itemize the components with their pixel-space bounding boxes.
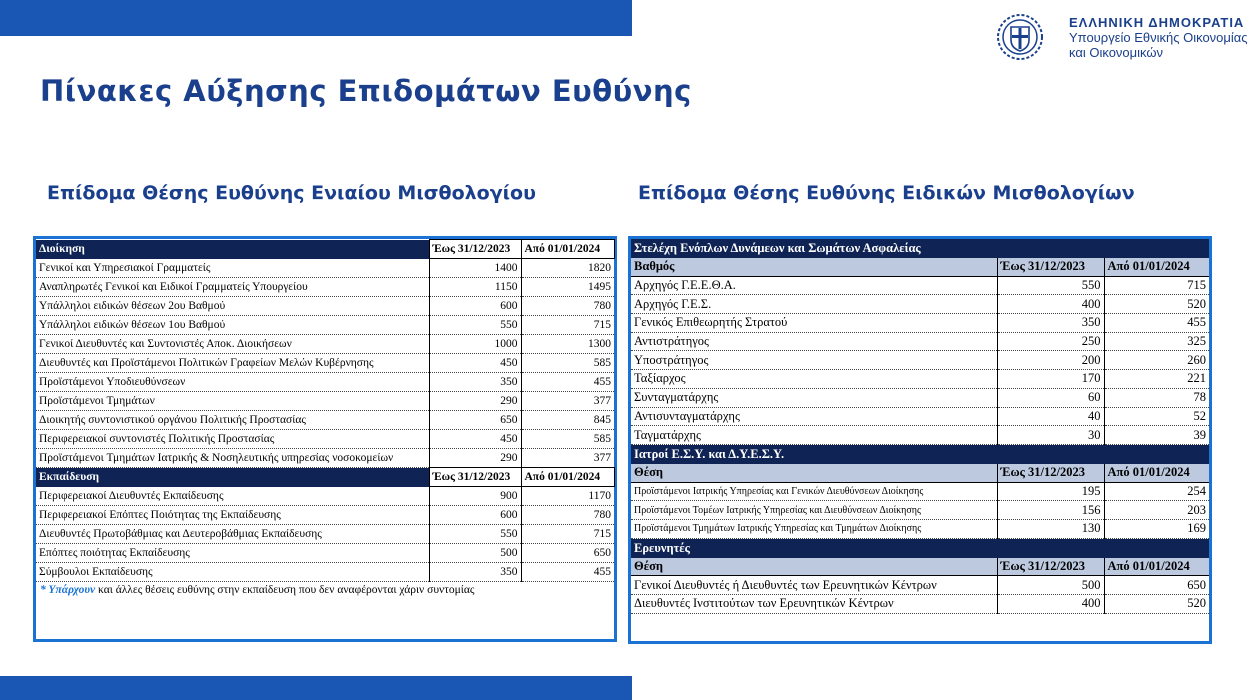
table-row	[631, 388, 1209, 407]
row-label: Αρχηγός Γ.Ε.Ε.Θ.Α.	[631, 276, 997, 295]
row-label: Γενικοί Διευθυντές ή Διευθυντές των Ερευνητικών Κέντρων	[631, 576, 997, 595]
hellenic-emblem-icon	[996, 13, 1044, 61]
table-row	[631, 276, 1209, 295]
row-label: Επόπτες ποιότητας Εκπαίδευσης	[36, 544, 429, 563]
row-value-until: 40	[997, 407, 1104, 426]
row-value-from: 520	[1104, 595, 1209, 614]
footnote-highlight: * Υπάρχουν	[40, 584, 96, 596]
section-name: Στελέχη Ενόπλων Δυνάμεων και Σωμάτων Ασφαλείας	[631, 239, 1209, 258]
row-value-until: 250	[997, 332, 1104, 351]
section-header-row	[631, 538, 1209, 558]
row-label: Προϊστάμενοι Τομέων Ιατρικής Υπηρεσίας και Διευθύνσεων Διοίκησης	[631, 501, 997, 520]
row-value-from: 455	[521, 373, 614, 392]
right-subtitle: Επίδομα Θέσης Ευθύνης Ειδικών Μισθολογίων	[638, 182, 1135, 204]
row-value-until: 1400	[429, 259, 521, 278]
row-value-until: 1000	[429, 335, 521, 354]
row-label: Αρχηγός Γ.Ε.Σ.	[631, 295, 997, 314]
table-row	[631, 576, 1209, 595]
table-row	[36, 335, 614, 354]
section-header-row	[36, 468, 614, 487]
row-value-from: 715	[1104, 276, 1209, 295]
column-header-row	[631, 558, 1209, 576]
row-value-from: 1300	[521, 335, 614, 354]
footnote-text: και άλλες θέσεις ευθύνης στην εκπαίδευση που δεν αναφέρονται χάριν συντομίας	[95, 584, 475, 596]
table-row	[631, 332, 1209, 351]
table-row	[631, 519, 1209, 538]
row-value-from: 169	[1104, 519, 1209, 538]
row-value-until: 400	[997, 595, 1104, 614]
section-name: Ιατροί Ε.Σ.Υ. και Δ.Υ.Ε.Σ.Υ.	[631, 444, 1209, 464]
footnote	[36, 582, 614, 598]
row-label: Υπάλληλοι ειδικών θέσεων 1ου Βαθμού	[36, 316, 429, 335]
section-header-row	[631, 444, 1209, 464]
row-value-from: 845	[521, 411, 614, 430]
table-row	[36, 411, 614, 430]
column-header-from: Από 01/01/2024	[1104, 558, 1209, 576]
row-value-from: 78	[1104, 388, 1209, 407]
row-label: Σύμβουλοι Εκπαίδευσης	[36, 563, 429, 582]
row-label: Περιφερειακοί συντονιστές Πολιτικής Προστασίας	[36, 430, 429, 449]
row-label: Διοικητής συντονιστικού οργάνου Πολιτικής Προστασίας	[36, 411, 429, 430]
column-header-label: Θέση	[631, 464, 997, 482]
table-row	[631, 407, 1209, 426]
row-value-until: 450	[429, 430, 521, 449]
table-row	[36, 430, 614, 449]
row-value-until: 195	[997, 482, 1104, 501]
row-value-until: 30	[997, 426, 1104, 445]
row-label: Συνταγματάρχης	[631, 388, 997, 407]
row-label: Προϊστάμενοι Ιατρικής Υπηρεσίας και Γενικών Διευθύνσεων Διοίκησης	[631, 482, 997, 501]
table-row	[36, 297, 614, 316]
row-value-from: 254	[1104, 482, 1209, 501]
row-value-from: 325	[1104, 332, 1209, 351]
row-label: Περιφερειακοί Διευθυντές Εκπαίδευσης	[36, 487, 429, 506]
row-label: Υπάλληλοι ειδικών θέσεων 2ου Βαθμού	[36, 297, 429, 316]
row-value-until: 550	[429, 525, 521, 544]
row-value-until: 290	[429, 392, 521, 411]
row-value-from: 203	[1104, 501, 1209, 520]
top-accent-bar	[0, 0, 632, 36]
row-value-until: 450	[429, 354, 521, 373]
unified-payroll-table	[36, 239, 615, 582]
row-value-from: 260	[1104, 351, 1209, 370]
row-label: Διευθυντές και Προϊστάμενοι Πολιτικών Γραφείων Μελών Κυβέρνησης	[36, 354, 429, 373]
ministry-line-2: Υπουργείο Εθνικής Οικονομίας	[1069, 30, 1248, 45]
row-value-from: 52	[1104, 407, 1209, 426]
row-value-until: 350	[997, 314, 1104, 333]
row-label: Ταξίαρχος	[631, 370, 997, 389]
row-value-from: 1820	[521, 259, 614, 278]
row-value-from: 585	[521, 354, 614, 373]
table-row	[631, 426, 1209, 445]
table-row	[631, 351, 1209, 370]
column-header-row	[631, 258, 1209, 276]
row-value-until: 130	[997, 519, 1104, 538]
table-row	[36, 373, 614, 392]
row-value-until: 600	[429, 297, 521, 316]
left-table-panel	[33, 236, 617, 642]
table-row	[631, 295, 1209, 314]
row-value-until: 550	[997, 276, 1104, 295]
row-value-from: 585	[521, 430, 614, 449]
column-header-row	[631, 464, 1209, 482]
row-value-until: 900	[429, 487, 521, 506]
row-label: Γενικοί Διευθυντές και Συντονιστές Αποκ. Διοικήσεων	[36, 335, 429, 354]
ministry-line-3: και Οικονομικών	[1069, 45, 1164, 60]
table-row	[36, 563, 614, 582]
row-value-until: 500	[429, 544, 521, 563]
special-payroll-table	[631, 239, 1209, 614]
table-row	[36, 506, 614, 525]
column-header-from: Από 01/01/2024	[521, 240, 614, 259]
table-row	[631, 501, 1209, 520]
row-value-from: 520	[1104, 295, 1209, 314]
column-header-from: Από 01/01/2024	[1104, 258, 1209, 276]
section-name: Εκπαίδευση	[36, 468, 429, 487]
row-label: Διευθυντές Πρωτοβάθμιας και Δευτεροβάθμιας Εκπαίδευσης	[36, 525, 429, 544]
row-value-until: 200	[997, 351, 1104, 370]
row-label: Διευθυντές Ινστιτούτων των Ερευνητικών Κέντρων	[631, 595, 997, 614]
table-row	[631, 482, 1209, 501]
row-label: Αντιστράτηγος	[631, 332, 997, 351]
row-value-until: 1150	[429, 278, 521, 297]
row-value-from: 780	[521, 506, 614, 525]
ministry-line-1: ΕΛΛΗΝΙΚΗ ΔΗΜΟΚΡΑΤΙΑ	[1069, 15, 1245, 30]
row-label: Αντισυνταγματάρχης	[631, 407, 997, 426]
row-value-from: 455	[1104, 314, 1209, 333]
ministry-header	[1069, 15, 1248, 60]
row-value-from: 377	[521, 392, 614, 411]
row-label: Προϊστάμενοι Τμημάτων	[36, 392, 429, 411]
column-header-until: Έως 31/12/2023	[997, 464, 1104, 482]
section-name: Διοίκηση	[36, 240, 429, 259]
table-row	[36, 449, 614, 468]
table-row	[631, 370, 1209, 389]
row-value-until: 600	[429, 506, 521, 525]
row-value-until: 290	[429, 449, 521, 468]
row-value-from: 715	[521, 525, 614, 544]
table-row	[36, 316, 614, 335]
row-label: Περιφερειακοί Επόπτες Ποιότητας της Εκπαίδευσης	[36, 506, 429, 525]
table-row	[631, 314, 1209, 333]
row-value-from: 39	[1104, 426, 1209, 445]
row-value-until: 156	[997, 501, 1104, 520]
row-value-until: 500	[997, 576, 1104, 595]
row-value-until: 60	[997, 388, 1104, 407]
table-row	[36, 259, 614, 278]
table-row	[36, 544, 614, 563]
table-row	[36, 278, 614, 297]
row-label: Γενικός Επιθεωρητής Στρατού	[631, 314, 997, 333]
table-row	[36, 392, 614, 411]
row-label: Αναπληρωτές Γενικοί και Ειδικοί Γραμματείς Υπουργείου	[36, 278, 429, 297]
row-value-until: 550	[429, 316, 521, 335]
right-table-panel	[628, 236, 1212, 644]
row-value-until: 350	[429, 373, 521, 392]
column-header-label: Βαθμός	[631, 258, 997, 276]
row-value-from: 221	[1104, 370, 1209, 389]
row-value-from: 650	[521, 544, 614, 563]
row-value-from: 780	[521, 297, 614, 316]
table-row	[631, 595, 1209, 614]
column-header-until: Έως 31/12/2023	[429, 468, 521, 487]
column-header-from: Από 01/01/2024	[1104, 464, 1209, 482]
row-value-from: 455	[521, 563, 614, 582]
row-value-from: 650	[1104, 576, 1209, 595]
table-row	[36, 487, 614, 506]
section-header-row	[36, 240, 614, 259]
row-value-from: 377	[521, 449, 614, 468]
row-label: Προϊστάμενοι Υποδιευθύνσεων	[36, 373, 429, 392]
row-value-from: 715	[521, 316, 614, 335]
row-value-from: 1495	[521, 278, 614, 297]
row-label: Υποστράτηγος	[631, 351, 997, 370]
row-label: Προϊστάμενοι Τμημάτων Ιατρικής & Νοσηλευτικής υπηρεσίας νοσοκομείων	[36, 449, 429, 468]
row-value-until: 170	[997, 370, 1104, 389]
row-value-from: 1170	[521, 487, 614, 506]
row-value-until: 350	[429, 563, 521, 582]
column-header-from: Από 01/01/2024	[521, 468, 614, 487]
column-header-until: Έως 31/12/2023	[997, 558, 1104, 576]
bottom-accent-bar	[0, 676, 632, 700]
column-header-until: Έως 31/12/2023	[429, 240, 521, 259]
row-label: Ταγματάρχης	[631, 426, 997, 445]
table-row	[36, 525, 614, 544]
row-value-until: 400	[997, 295, 1104, 314]
column-header-until: Έως 31/12/2023	[997, 258, 1104, 276]
page-title: Πίνακες Αύξησης Επιδομάτων Ευθύνης	[40, 74, 692, 108]
row-label: Προϊστάμενοι Τμημάτων Ιατρικής Υπηρεσίας και Τμημάτων Διοίκησης	[631, 519, 997, 538]
section-name: Ερευνητές	[631, 538, 1209, 558]
table-row	[36, 354, 614, 373]
section-header-row	[631, 239, 1209, 258]
left-subtitle: Επίδομα Θέσης Ευθύνης Ενιαίου Μισθολογίου	[47, 182, 536, 204]
column-header-label: Θέση	[631, 558, 997, 576]
row-label: Γενικοί και Υπηρεσιακοί Γραμματείς	[36, 259, 429, 278]
row-value-until: 650	[429, 411, 521, 430]
